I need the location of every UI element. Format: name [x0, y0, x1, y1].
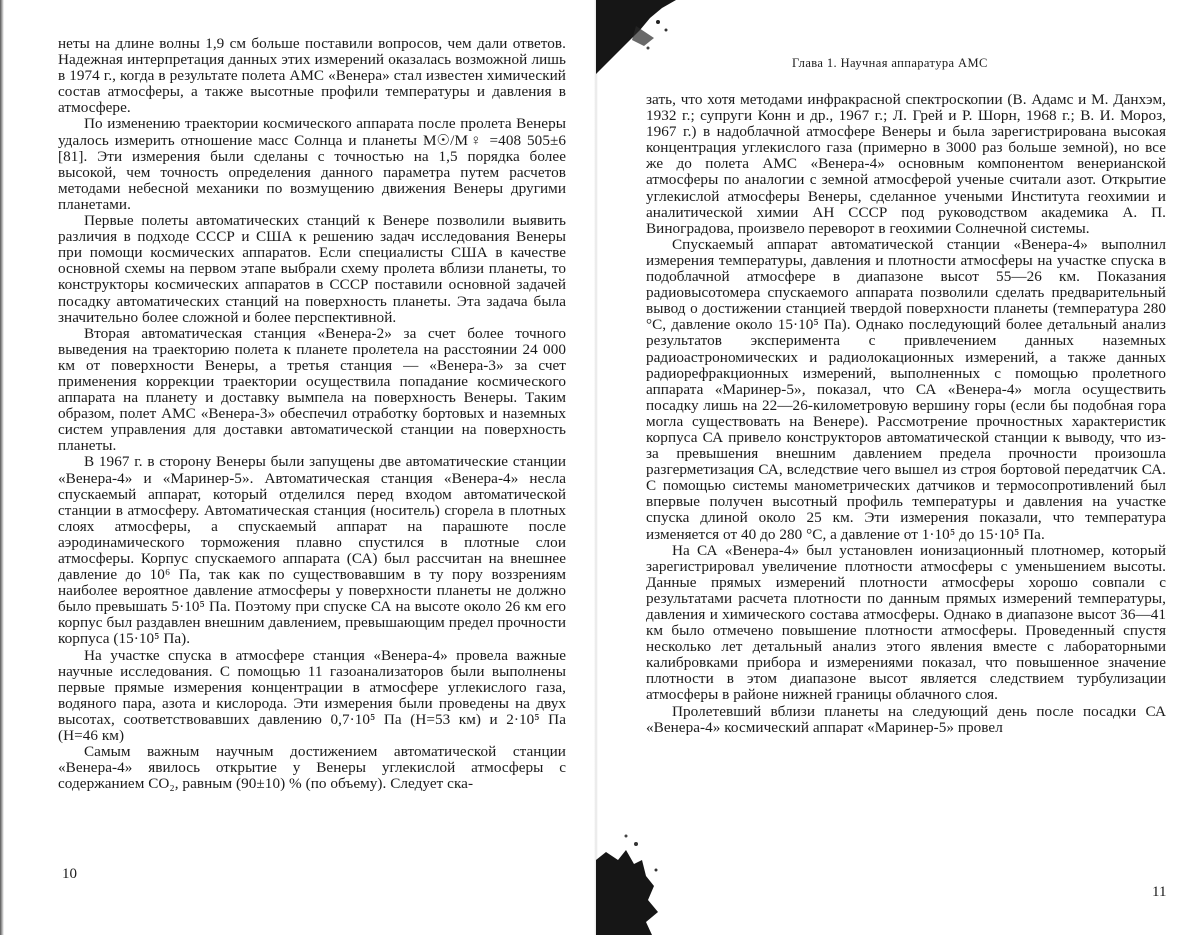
paragraph: Первые полеты автоматических станций к Венере позволили выявить различия в подходе СССР и США к решению задач исследования Венеры при помощи космических аппаратов. Если специалисты США в качестве основной схемы на первом этапе выбрали схему пролета вблизи планеты, то конструкторы космических аппаратов в СССР поставили основной задачей посадку автоматических станций на поверхность планеты. Эта задача была значительно более сложной и более перспективной.: [58, 212, 566, 326]
paragraph: зать, что хотя методами инфракрасной спектроскопии (В. Адамс и М. Данхэм, 1932 г.; супруги Конн и др., 1967 г.; Л. Грей и Р. Шорн, 1968 г.; В. И. Мороз, 1967 г.) в надоблачной атмосфере Венеры и была зарегистрирована высокая концентрация углекислого газа (примерно в 3000 раз больше земной), но все же до полета АМС «Венера-4» основным компонентом венерианской атмосферы по аналогии с земной атмосферой ученые считали азот. Открытие углекислой атмосферы Венеры, сделанное учеными Института геохимии и аналитической химии АН СССР под руководством академика А. П. Виноградова, произвело переворот в геохимии Солнечной системы.: [646, 91, 1166, 237]
page-number: 10: [62, 866, 77, 882]
left-page-body: [58, 36, 566, 792]
page-number: 11: [1152, 884, 1167, 900]
paragraph: неты на длине волны 1,9 см больше поставили вопросов, чем дали ответов. Надежная интерпретация данных этих измерений оказалась возможной лишь в 1974 г., когда в результате полета АМС «Венера» стал известен химический состав атмосферы, а также высотные профили температуры и давления в атмосфере.: [58, 35, 566, 117]
paragraph: Спускаемый аппарат автоматической станции «Венера-4» выполнил измерения температуры, давления и плотности атмосферы на участке спуска в подоблачной атмосфере в диапазоне высот 55—26 км. Показания радиовысотомера спускаемого аппарата позволили сделать предварительный вывод о достижении станцией твердой поверхности планеты (температура 280 °С, давление около 15·10⁵ Па). Однако последующий более детальный анализ результатов эксперимента с привлечением данных наземных радиоастрономических и радиолокационных измерений, а также данных радиорефракционных измерений, выполненных с помощью пролетного аппарата «Маринер-5», показал, что СА «Венера-4» могла осуществить посадку лишь на 22—26-километровую вершину горы (если бы подобная гора могла существовать на Венере). Рассмотрение прочностных характеристик корпуса СА привело конструкторов автоматической станции к выводу, что из-за превышения внешним давлением предела прочности произошла разгерметизация СА, вследствие чего вышел из строя бортовой передатчик СА. С помощью системы манометрических датчиков и термосопротивлений был впервые получен высотный профиль температуры и давления на участке спуска длиной около 25 км. Эти измерения показали, что температура изменяется от 40 до 280 °С, а давление от 1·10⁵ до 15·10⁵ Па.: [646, 235, 1166, 543]
paragraph: На СА «Венера-4» был установлен ионизационный плотномер, который зарегистрировал увеличение плотности атмосферы с уменьшением высоты. Данные прямых измерений плотности атмосферы хорошо совпали с результатами расчета плотности по данным прямых измерений температуры, давления и химического состава атмосферы. Однако в диапазоне высот 36—41 км было отмечено повышение плотности атмосферы. Проведенный спустя несколько лет детальный анализ этого явления вместе с лабораторными калибровками прибора и измерениями показал, что повышенное значение плотности в этом диапазоне высот является следствием турбулизации атмосферы в районе нижней границы облачного слоя.: [646, 541, 1166, 704]
paragraph: Самым важным научным достижением автоматической станции «Венера-4» явилось открытие у Венеры углекислой атмосферы с содержанием CO₂, равным (90±10) % (по объему). Следует ска-: [58, 743, 566, 793]
paragraph: По изменению траектории космического аппарата после пролета Венеры удалось измерить отношение масс Солнца и планеты M☉/M♀ =408 505±6 [81]. Эти измерения были сделаны с точностью на 1,5 порядка более высокой, чем точность определения данного параметра путем расчетов методами небесной механики по возмущению движения Венеры другими планетами.: [58, 115, 566, 213]
paragraph: Пролетевший вблизи планеты на следующий день после посадки СА «Венера-4» космический аппарат «Маринер-5» провел: [646, 702, 1166, 736]
paragraph: Вторая автоматическая станция «Венера-2» за счет более точного выведения на траекторию полета к планете пролетела на расстоянии 24 000 км от поверхности Венеры, а третья станция — «Венера-3» за счет применения коррекции траектории осуществила попадание космического аппарата на планету и доставку вымпела на поверхность Венеры. Таким образом, полет АМС «Венера-3» обеспечил отработку бортовых и наземных систем управления для доставки автоматической станции на поверхность планеты.: [58, 324, 566, 455]
paragraph: На участке спуска в атмосфере станция «Венера-4» провела важные научные исследования. С помощью 11 газоанализаторов были выполнены первые прямые измерения концентрации в атмосфере углекислого газа, водяного пара, азота и кислорода. Эти измерения были проведены на двух высотах, соответствовавших давлению 0,7·10⁵ Па (H=53 км) и 2·10⁵ Па (H=46 км): [58, 646, 566, 745]
left-page: [0, 0, 596, 935]
scan-smudge-bottom: [596, 830, 670, 935]
right-page-body: [646, 92, 1166, 736]
right-page: [596, 0, 1200, 935]
scan-smudge-top: [596, 0, 676, 74]
running-head: Глава 1. Научная аппаратура АМС: [792, 56, 988, 70]
paragraph: В 1967 г. в сторону Венеры были запущены две автоматические станции «Венера-4» и «Маринер-5». Автоматическая станция «Венера-4» несла спускаемый аппарат, который отделился перед входом автоматической станции в атмосферу. Автоматическая станция (носитель) сгорела в плотных слоях атмосферы, а спускаемый аппарат на парашюте после аэродинамического торможения плавно спустился в плотные слои атмосферы. Корпус спускаемого аппарата (СА) был рассчитан на внешнее давление до 10⁶ Па, так как по существовавшим в ту пору воззрениям наиболее вероятное давление атмосферы у поверхности планеты не должно было превышать 5·10⁵ Па. Поэтому при спуске СА на высоте около 26 км его корпус был раздавлен внешним давлением, превышающим предел прочности корпуса (15·10⁵ Па).: [58, 453, 566, 648]
